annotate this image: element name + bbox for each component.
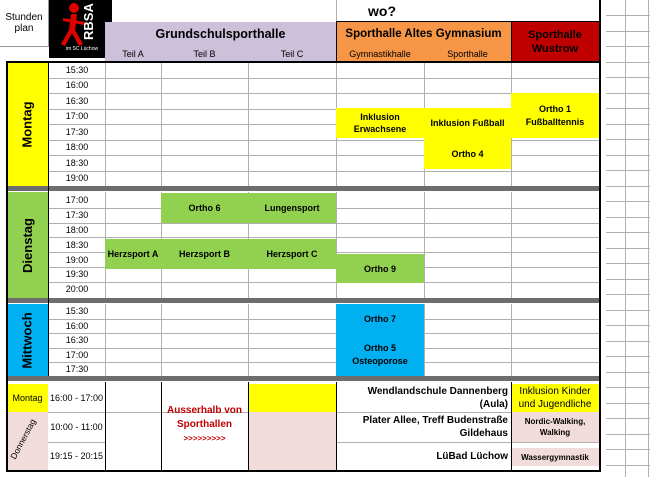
stundenplan-label: Stunden plan xyxy=(0,0,49,47)
frame-bottom xyxy=(6,470,601,472)
time-slot: 19:00 xyxy=(65,173,89,184)
frame-left xyxy=(6,61,8,471)
event-ortho-5-osteoporose: Ortho 5 Osteoporose xyxy=(336,333,424,376)
logo-text: RBSA xyxy=(81,3,96,40)
frame-time-col xyxy=(48,62,49,376)
time-slot: 17:30 xyxy=(65,126,89,137)
grid-line xyxy=(161,304,162,376)
time-slot: 16:30 xyxy=(65,335,89,346)
frame-bottom-divider xyxy=(161,382,162,470)
day-label-mittwoch: Mittwoch xyxy=(7,304,48,376)
time-slot: 15:30 xyxy=(65,306,89,317)
bottom-pink-cell xyxy=(248,412,336,470)
grid-line xyxy=(424,192,425,298)
event-herzsport-c: Herzsport C xyxy=(248,239,336,269)
time-slot: 18:00 xyxy=(65,142,89,153)
ausserhalb-note: Ausserhalb von Sporthallen >>>>>>>>> xyxy=(166,405,243,443)
gymnastikhalle-header: Gymnastikhalle xyxy=(336,46,424,62)
altes-gymnasium-header: Sporthalle Altes Gymnasium xyxy=(336,22,511,46)
frame-bottom-divider xyxy=(105,382,106,470)
grid-line xyxy=(248,304,249,376)
bottom-montag-time: 16:00 - 17:00 xyxy=(49,393,104,403)
frame-bottom-divider xyxy=(336,382,337,470)
location-luebad: LüBad Lüchow xyxy=(436,450,508,462)
section-divider xyxy=(7,186,599,191)
frame-bottom-divider xyxy=(248,382,249,470)
grid-line xyxy=(49,78,599,79)
grundschulsporthalle-header: Grundschulsporthalle xyxy=(105,22,336,46)
event-herzsport-b: Herzsport B xyxy=(161,239,248,269)
grid-line xyxy=(49,155,599,156)
grid-line xyxy=(105,304,106,376)
grid-line xyxy=(49,171,599,172)
time-slot: 17:00 xyxy=(65,195,89,206)
frame-bottom-divider xyxy=(511,382,512,470)
frame-wustrow-box xyxy=(511,22,512,62)
time-slot: 18:30 xyxy=(65,157,89,168)
grid-line xyxy=(248,62,249,186)
teil-c-header: Teil C xyxy=(248,46,336,62)
event-wassergymnastik: Wassergymnastik xyxy=(511,448,599,466)
time-slot: 18:30 xyxy=(65,239,89,250)
time-slot: 19:30 xyxy=(65,269,89,280)
time-slot: 16:00 xyxy=(65,80,89,91)
time-slot: 17:00 xyxy=(65,111,89,122)
bottom-donnerstag-label: Donnerstag xyxy=(7,412,48,470)
event-inklusion-erwachsene: Inklusion Erwachsene xyxy=(336,108,424,138)
event-ortho-9: Ortho 9 xyxy=(336,254,424,283)
time-slot: 18:00 xyxy=(65,224,89,235)
event-herzsport-a: Herzsport A xyxy=(105,239,161,269)
right-margin xyxy=(605,0,650,477)
grid-line xyxy=(49,333,599,334)
grid-line xyxy=(511,304,512,376)
event-ortho-4: Ortho 4 xyxy=(424,138,511,169)
location-wendlandschule: Wendlandschule Dannenberg (Aula) xyxy=(367,386,508,410)
time-slot: 16:30 xyxy=(65,95,89,106)
wo-heading: wo? xyxy=(368,3,396,19)
wustrow-header: Sporthalle Wustrow xyxy=(511,22,599,62)
time-slot: 17:30 xyxy=(65,364,89,375)
time-slot: 19:00 xyxy=(65,254,89,265)
bottom-do-time-1: 10:00 - 11:00 xyxy=(50,422,103,432)
grid-line xyxy=(511,192,512,298)
logo-subtext: im SC Lüchow xyxy=(65,46,99,52)
section-divider xyxy=(7,376,599,381)
event-lungensport: Lungensport xyxy=(248,193,336,223)
grid-line xyxy=(161,62,162,186)
grid-line xyxy=(105,62,106,186)
sporthalle-header: Sporthalle xyxy=(424,46,511,62)
day-label-dienstag: Dienstag xyxy=(7,192,48,299)
frame-header-left xyxy=(336,21,337,62)
bottom-do-time-2: 19:15 - 20:15 xyxy=(49,451,104,461)
rbsa-logo xyxy=(49,0,112,58)
bottom-yellow-cell xyxy=(248,384,336,412)
time-slot: 16:00 xyxy=(65,320,89,331)
time-slot: 15:30 xyxy=(65,64,89,75)
frame-header-top xyxy=(336,21,600,22)
grid-line xyxy=(49,362,599,363)
teil-b-header: Teil B xyxy=(161,46,248,62)
day-label-montag: Montag xyxy=(7,62,48,186)
event-ortho-7: Ortho 7 xyxy=(336,304,424,333)
time-slot: 17:30 xyxy=(65,210,89,221)
event-ortho-1: Ortho 1 Fußballtennis xyxy=(511,93,599,138)
event-inklusion-fussball: Inklusion Fußball xyxy=(424,108,511,138)
bottom-montag-label: Montag xyxy=(7,384,48,412)
section-divider xyxy=(7,298,599,303)
time-slot: 17:00 xyxy=(65,349,89,360)
teil-a-header: Teil A xyxy=(105,46,161,62)
grid-line xyxy=(49,282,599,283)
event-nordic-walking: Nordic-Walking, Walking xyxy=(511,412,599,442)
event-ortho-6: Ortho 6 xyxy=(161,193,248,223)
frame-right xyxy=(599,0,601,471)
grid-line xyxy=(49,348,599,349)
event-inklusion-kinder: Inklusion Kinder und Jugendliche xyxy=(511,384,599,412)
location-plater-allee: Plater Allee, Treff Budenstraße Gildehaus xyxy=(362,415,508,439)
grid-line xyxy=(49,140,599,141)
grid-line xyxy=(49,319,599,320)
grid-line xyxy=(424,304,425,376)
time-slot: 20:00 xyxy=(65,284,89,295)
